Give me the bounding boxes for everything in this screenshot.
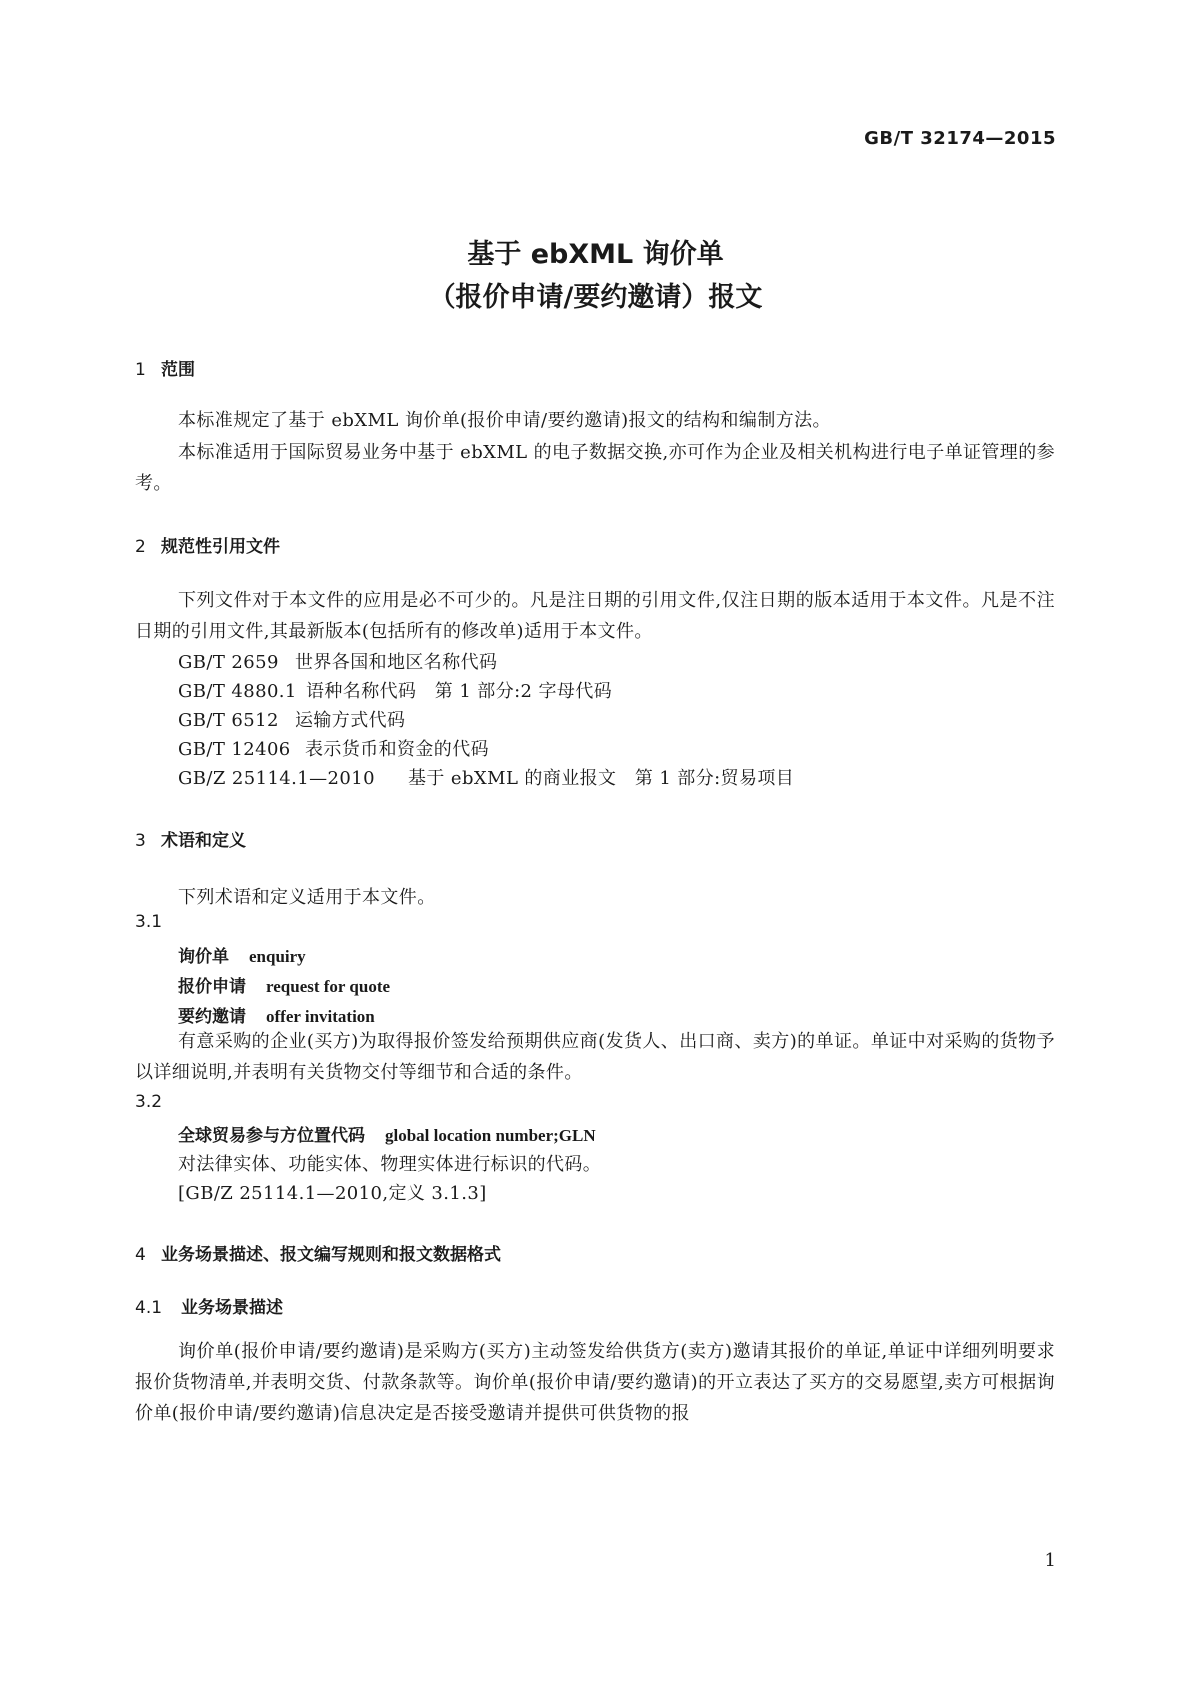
reference-item [178, 648, 497, 674]
reference-title: 运输方式代码 [295, 710, 406, 731]
term-name-zh: 要约邀请 [178, 1007, 246, 1027]
reference-item [178, 764, 794, 790]
term-name [178, 1002, 375, 1027]
term-name-en: enquiry [249, 947, 306, 966]
term-number: 3.2 [135, 1092, 163, 1112]
section-1-para-2: 本标准适用于国际贸易业务中基于 ebXML 的电子数据交换,亦可作为企业及相关机构进行电子单证管理的参考。 [135, 442, 1055, 494]
section-4-heading [135, 1240, 501, 1265]
term-name-en: request for quote [266, 977, 391, 996]
section-title: 规范性引用文件 [161, 537, 280, 557]
subsection-title: 业务场景描述 [181, 1298, 283, 1318]
subsection-4-1-para: 询价单(报价申请/要约邀请)是采购方(买方)主动签发给供货方(卖方)邀请其报价的单证,单证中详细列明要求报价货物清单,并表明交货、付款条款等。询价单(报价申请/要约邀请)的开立表达了买方的交易愿望,卖方可根据询价单(报价申请/要约邀请)信息决定是否接受邀请并提供可供货物的报 [135, 1341, 1055, 1424]
section-number: 3 [135, 831, 146, 851]
document-title-line2: （报价申请/要约邀请）报文 [428, 282, 763, 313]
section-1-para-1: 本标准规定了基于 ebXML 询价单(报价申请/要约邀请)报文的结构和编制方法。 [178, 410, 831, 431]
subsection-number: 4.1 [135, 1298, 163, 1318]
term-name-en: global location number;GLN [385, 1126, 596, 1145]
term-name [178, 1121, 596, 1146]
section-title: 术语和定义 [161, 831, 246, 851]
term-name-en: offer invitation [266, 1007, 375, 1026]
section-1-heading [135, 355, 195, 380]
reference-code: GB/T 6512 [178, 710, 279, 731]
document-title-line1: 基于 ebXML 询价单 [467, 239, 724, 270]
section-3-heading [135, 826, 246, 851]
section-2-heading [135, 532, 280, 557]
section-title: 业务场景描述、报文编写规则和报文数据格式 [161, 1245, 501, 1265]
term-name-zh: 报价申请 [178, 977, 246, 997]
reference-code: GB/T 12406 [178, 739, 291, 760]
standard-number: GB/T 32174—2015 [864, 128, 1056, 149]
reference-title: 表示货币和资金的代码 [305, 739, 489, 760]
reference-code: GB/Z 25114.1—2010 [178, 768, 375, 789]
term-definition: 对法律实体、功能实体、物理实体进行标识的代码。 [178, 1154, 602, 1175]
term-name-zh: 询价单 [178, 947, 229, 967]
reference-title: 基于 ebXML 的商业报文 第 1 部分:贸易项目 [408, 768, 795, 789]
page-number: 1 [1044, 1550, 1056, 1571]
subsection-4-1-heading [135, 1293, 283, 1318]
term-name-zh: 全球贸易参与方位置代码 [178, 1126, 365, 1146]
term-source: [GB/Z 25114.1—2010,定义 3.1.3] [178, 1183, 487, 1204]
reference-title: 世界各国和地区名称代码 [295, 652, 498, 673]
section-2-para: 下列文件对于本文件的应用是必不可少的。凡是注日期的引用文件,仅注日期的版本适用于本文件。凡是不注日期的引用文件,其最新版本(包括所有的修改单)适用于本文件。 [135, 590, 1055, 642]
reference-code: GB/T 4880.1 [178, 681, 297, 702]
term-number: 3.1 [135, 912, 163, 932]
section-number: 2 [135, 537, 146, 557]
section-title: 范围 [161, 360, 195, 380]
reference-item [178, 677, 612, 703]
reference-item [178, 706, 405, 732]
term-name [178, 942, 306, 967]
term-name [178, 972, 390, 997]
section-number: 1 [135, 360, 146, 380]
reference-code: GB/T 2659 [178, 652, 279, 673]
reference-title: 语种名称代码 第 1 部分:2 字母代码 [306, 681, 613, 702]
section-3-intro: 下列术语和定义适用于本文件。 [178, 887, 436, 908]
reference-item [178, 735, 489, 761]
term-definition: 有意采购的企业(买方)为取得报价签发给预期供应商(发货人、出口商、卖方)的单证。单证中对采购的货物予以详细说明,并表明有关货物交付等细节和合适的条件。 [135, 1031, 1055, 1083]
section-number: 4 [135, 1245, 146, 1265]
